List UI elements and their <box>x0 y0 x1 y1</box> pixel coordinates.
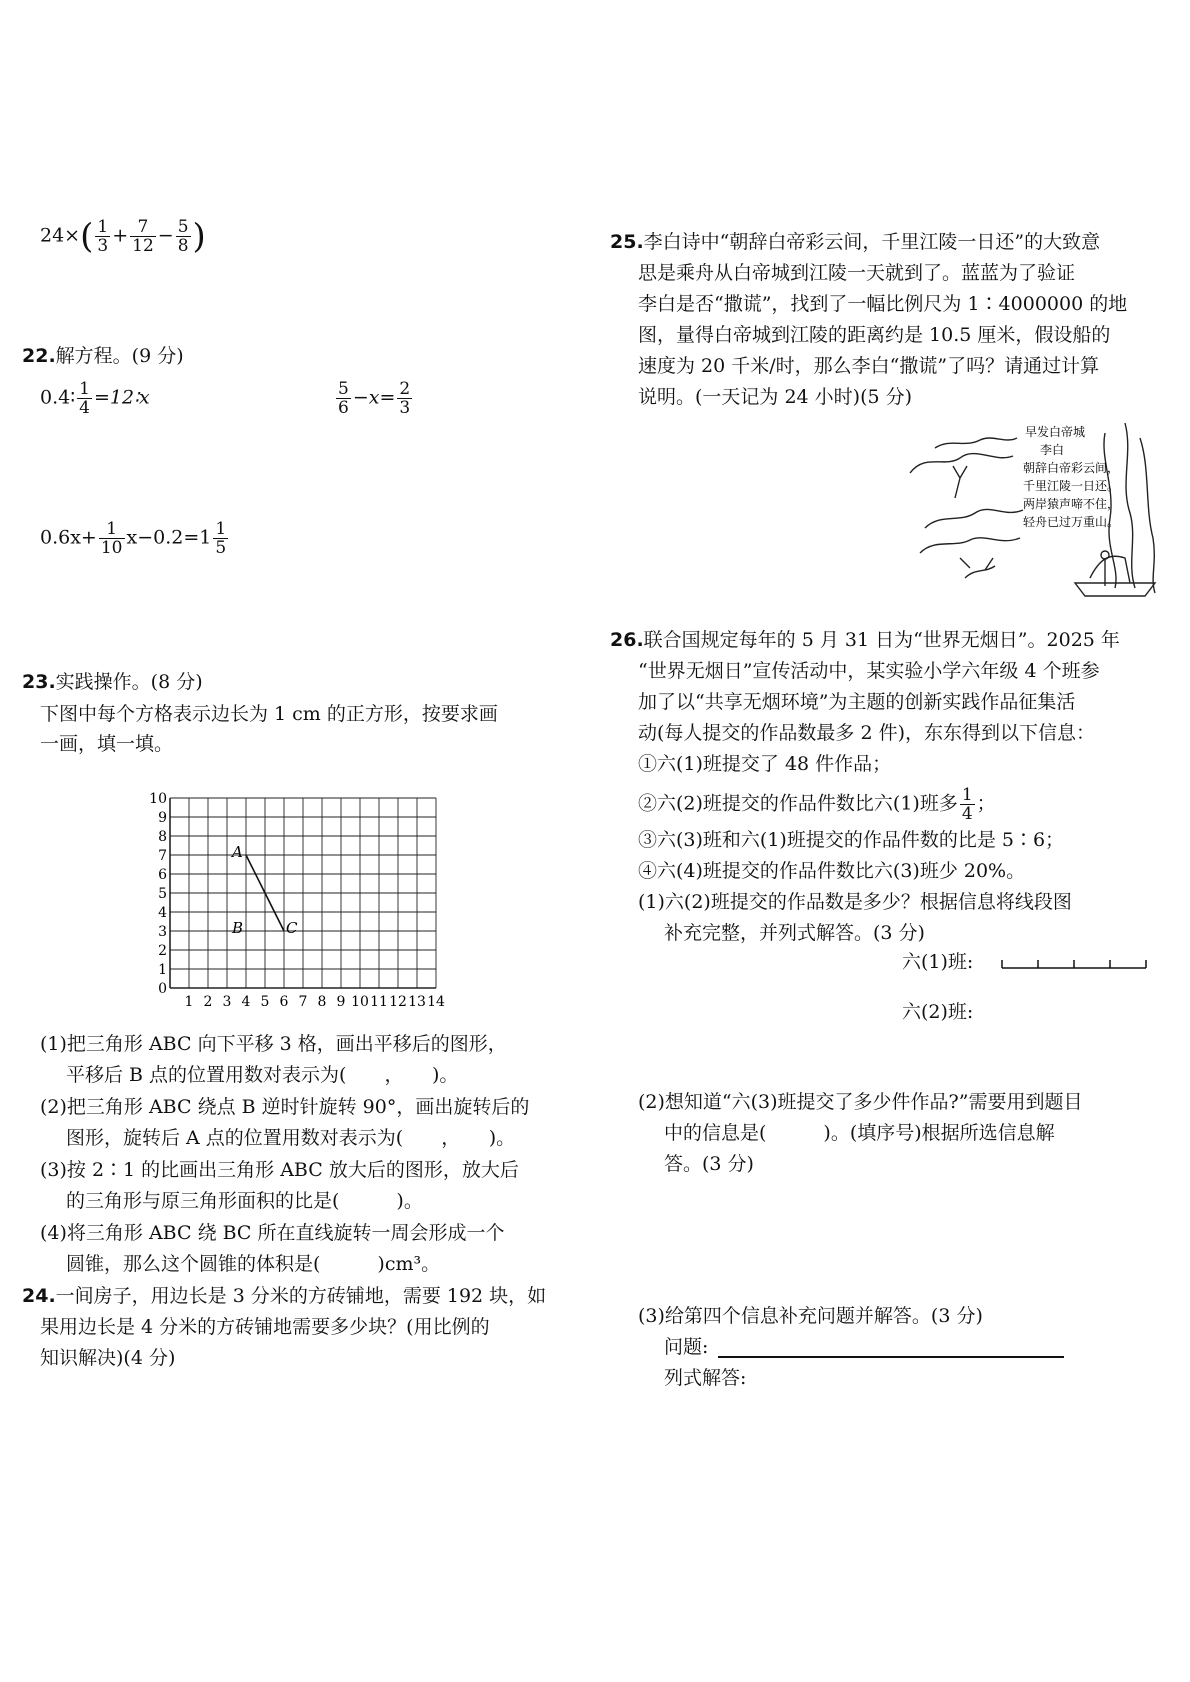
denominator: 4 <box>961 804 973 824</box>
q25-line2: 思是乘舟从白帝城到江陵一天就到了。蓝蓝为了验证 <box>638 262 1076 284</box>
numerator: 1 <box>215 519 227 539</box>
q23-s1b: 平移后 B 点的位置用数对表示为( ， )。 <box>66 1064 459 1086</box>
numerator: 1 <box>79 379 90 399</box>
q26-p1a: (1)六(2)班提交的作品数是多少？根据信息将线段图 <box>638 891 1072 913</box>
eq-tail: =12∶x <box>94 386 150 409</box>
poem-line: 千里江陵一日还。 <box>1023 479 1120 493</box>
eq-tail: −x= <box>352 386 396 409</box>
q23-s4a: (4)将三角形 ABC 绕 BC 所在直线旋转一周会形成一个 <box>40 1222 505 1244</box>
operator: + <box>112 224 129 247</box>
denominator: 8 <box>177 236 189 256</box>
q24-number: 24. <box>22 1285 56 1307</box>
class1-segment-diagram[interactable] <box>1000 950 1150 976</box>
q26-line4: 动(每人提交的作品数最多 2 件)，东东得到以下信息： <box>638 722 1095 744</box>
x-tick-label: 1 <box>184 994 194 1010</box>
eq-lead: 0.6x+ <box>40 526 97 549</box>
q24-line1 <box>22 1282 546 1310</box>
question-label: 问题: <box>664 1336 709 1358</box>
x-tick-label: 12 <box>389 994 407 1010</box>
eq-mid: x−0.2=1 <box>126 526 212 549</box>
denominator: 12 <box>132 236 154 256</box>
x-tick-label: 14 <box>427 994 445 1010</box>
x-tick-label: 8 <box>317 994 327 1010</box>
poem-line: 朝辞白帝彩云间， <box>1023 461 1120 475</box>
q26-p1b: 补充完整，并列式解答。(3 分) <box>664 922 925 944</box>
answer-label: 列式解答: <box>664 1367 747 1389</box>
poem-line: 早发白帝城 <box>1025 425 1086 439</box>
q23-desc1: 下图中每个方格表示边长为 1 cm 的正方形，按要求画 <box>40 703 498 725</box>
info2-tail: ； <box>976 792 996 815</box>
q22-eq3 <box>40 520 230 557</box>
numerator: 7 <box>130 218 156 237</box>
q22-eq2 <box>334 380 414 417</box>
x-tick-label: 7 <box>298 994 308 1010</box>
y-tick-label: 8 <box>158 829 167 845</box>
x-tick-label: 3 <box>222 994 232 1010</box>
y-tick-label: 10 <box>149 791 167 807</box>
q25-line5: 速度为 20 千米/时，那么李白“撒谎”了吗？请通过计算 <box>638 355 1100 377</box>
q23-number: 23. <box>22 671 56 693</box>
y-tick-label: 7 <box>158 848 167 864</box>
numerator: 5 <box>177 217 189 237</box>
numerator: 5 <box>338 379 349 399</box>
q23-title: 实践操作。(8 分) <box>55 671 203 693</box>
x-tick-labels <box>185 994 445 1010</box>
q26-info3: ③六(3)班和六(1)班提交的作品件数的比是 5∶6； <box>638 829 1065 851</box>
point-a-label: A <box>232 843 243 861</box>
q26-info4: ④六(4)班提交的作品件数比六(3)班少 20%。 <box>638 860 1026 882</box>
denominator: 3 <box>97 236 109 256</box>
y-tick-labels <box>149 791 167 997</box>
fraction <box>213 520 228 557</box>
denominator: 4 <box>79 398 90 418</box>
eq-lead: 0.4∶ <box>40 386 76 409</box>
q26-p3: (3)给第四个信息补充问题并解答。(3 分) <box>638 1305 983 1327</box>
segment-ticks <box>1002 960 1146 968</box>
q26-p2c: 答。(3 分) <box>664 1153 754 1175</box>
q23-s1a: (1)把三角形 ABC 向下平移 3 格，画出平移后的图形， <box>40 1033 507 1055</box>
y-tick-label: 9 <box>158 810 167 826</box>
q25-line6: 说明。(一天记为 24 小时)(5 分) <box>638 386 913 408</box>
grid-lines <box>170 798 436 988</box>
denominator: 3 <box>399 398 411 418</box>
numerator: 1 <box>961 785 973 805</box>
poem-line: 两岸猿声啼不住， <box>1023 497 1120 511</box>
numerator: 2 <box>399 379 411 399</box>
x-tick-label: 10 <box>351 994 369 1010</box>
left-paren: ( <box>80 216 94 257</box>
operator: − <box>157 224 174 247</box>
class2-label: 六(2)班: <box>902 1001 974 1023</box>
expr-lead: 24× <box>40 224 81 247</box>
q24-line3: 知识解决)(4 分) <box>40 1347 176 1369</box>
q26-p2b: 中的信息是( )。(填序号)根据所选信息解 <box>664 1122 1055 1144</box>
fraction <box>960 786 975 823</box>
info2-text: ②六(2)班提交的作品件数比六(1)班多 <box>638 792 958 815</box>
x-tick-label: 6 <box>279 994 289 1010</box>
x-tick-label: 13 <box>408 994 426 1010</box>
x-tick-label: 9 <box>336 994 346 1010</box>
q24-line2: 果用边长是 4 分米的方砖铺地需要多少块？(用比例的 <box>40 1316 490 1338</box>
q26-info2 <box>638 786 996 823</box>
y-tick-label: 1 <box>158 962 167 978</box>
y-tick-label: 5 <box>158 886 167 902</box>
q22-title: 解方程。(9 分) <box>55 345 184 367</box>
y-tick-label: 2 <box>158 943 167 959</box>
q23-heading <box>22 668 203 696</box>
point-c-label: C <box>286 919 298 937</box>
numerator: 1 <box>97 217 109 237</box>
q23-s4b: 圆锥，那么这个圆锥的体积是( )cm³。 <box>66 1253 441 1275</box>
poem-illustration <box>905 418 1165 603</box>
q26-line3: 加了以“共享无烟环境”为主题的创新实践作品征集活 <box>638 691 1076 713</box>
q24-text: 一间房子，用边长是 3 分米的方砖铺地，需要 192 块，如 <box>55 1285 547 1307</box>
fraction <box>176 218 191 255</box>
q22-number: 22. <box>22 345 56 367</box>
fraction <box>95 218 110 255</box>
right-paren: ) <box>192 216 206 257</box>
x-tick-label: 5 <box>260 994 270 1010</box>
numerator: 1 <box>99 520 125 539</box>
denominator: 10 <box>100 538 123 558</box>
point-b-label: B <box>232 919 244 937</box>
x-tick-label: 2 <box>203 994 213 1010</box>
question-answer-line[interactable] <box>718 1356 1064 1358</box>
q22-heading <box>22 342 184 370</box>
x-tick-label: 4 <box>241 994 251 1010</box>
y-tick-label: 6 <box>158 867 167 883</box>
q26-line2: “世界无烟日”宣传活动中，某实验小学六年级 4 个班参 <box>638 660 1100 682</box>
q26-info1: ①六(1)班提交了 48 件作品； <box>638 753 892 775</box>
class1-label: 六(1)班: <box>902 951 974 973</box>
q25-text: 李白诗中“朝辞白帝彩云间，千里江陵一日还”的大致意 <box>643 231 1101 253</box>
x-tick-label: 11 <box>370 994 388 1010</box>
coordinate-grid[interactable] <box>140 790 450 1022</box>
denominator: 6 <box>338 398 349 418</box>
q22-eq1 <box>40 380 150 417</box>
fraction <box>77 380 92 417</box>
q25-line1 <box>610 228 1100 256</box>
q23-s3a: (3)按 2∶1 的比画出三角形 ABC 放大后的图形，放大后 <box>40 1159 519 1181</box>
q23-s2a: (2)把三角形 ABC 绕点 B 逆时针旋转 90°，画出旋转后的 <box>40 1096 530 1118</box>
q25-line3: 李白是否“撒谎”，找到了一幅比例尺为 1∶4000000 的地 <box>638 293 1128 315</box>
y-tick-label: 0 <box>158 981 167 997</box>
q26-line1 <box>610 626 1120 654</box>
q23-desc2: 一画，填一填。 <box>40 733 174 755</box>
fraction <box>130 218 156 255</box>
y-tick-label: 4 <box>158 905 167 921</box>
q23-s2b: 图形，旋转后 A 点的位置用数对表示为( ， )。 <box>66 1127 516 1149</box>
q25-line4: 图，量得白帝城到江陵的距离约是 10.5 厘米，假设船的 <box>638 324 1111 346</box>
fraction <box>397 380 412 417</box>
fraction <box>336 380 351 417</box>
q26-number: 26. <box>610 629 644 651</box>
q26-p2a: (2)想知道“六(3)班提交了多少件作品?”需要用到题目 <box>638 1091 1083 1113</box>
q26-text: 联合国规定每年的 5 月 31 日为“世界无烟日”。2025 年 <box>643 629 1120 651</box>
poem-line: 李白 <box>1040 443 1065 457</box>
denominator: 5 <box>215 538 227 558</box>
q25-number: 25. <box>610 231 644 253</box>
poem-line: 轻舟已过万重山。 <box>1023 515 1120 529</box>
q23-s3b: 的三角形与原三角形面积的比是( )。 <box>66 1190 423 1212</box>
q21-expression <box>40 218 206 255</box>
y-tick-label: 3 <box>158 924 167 940</box>
fraction <box>99 520 125 557</box>
